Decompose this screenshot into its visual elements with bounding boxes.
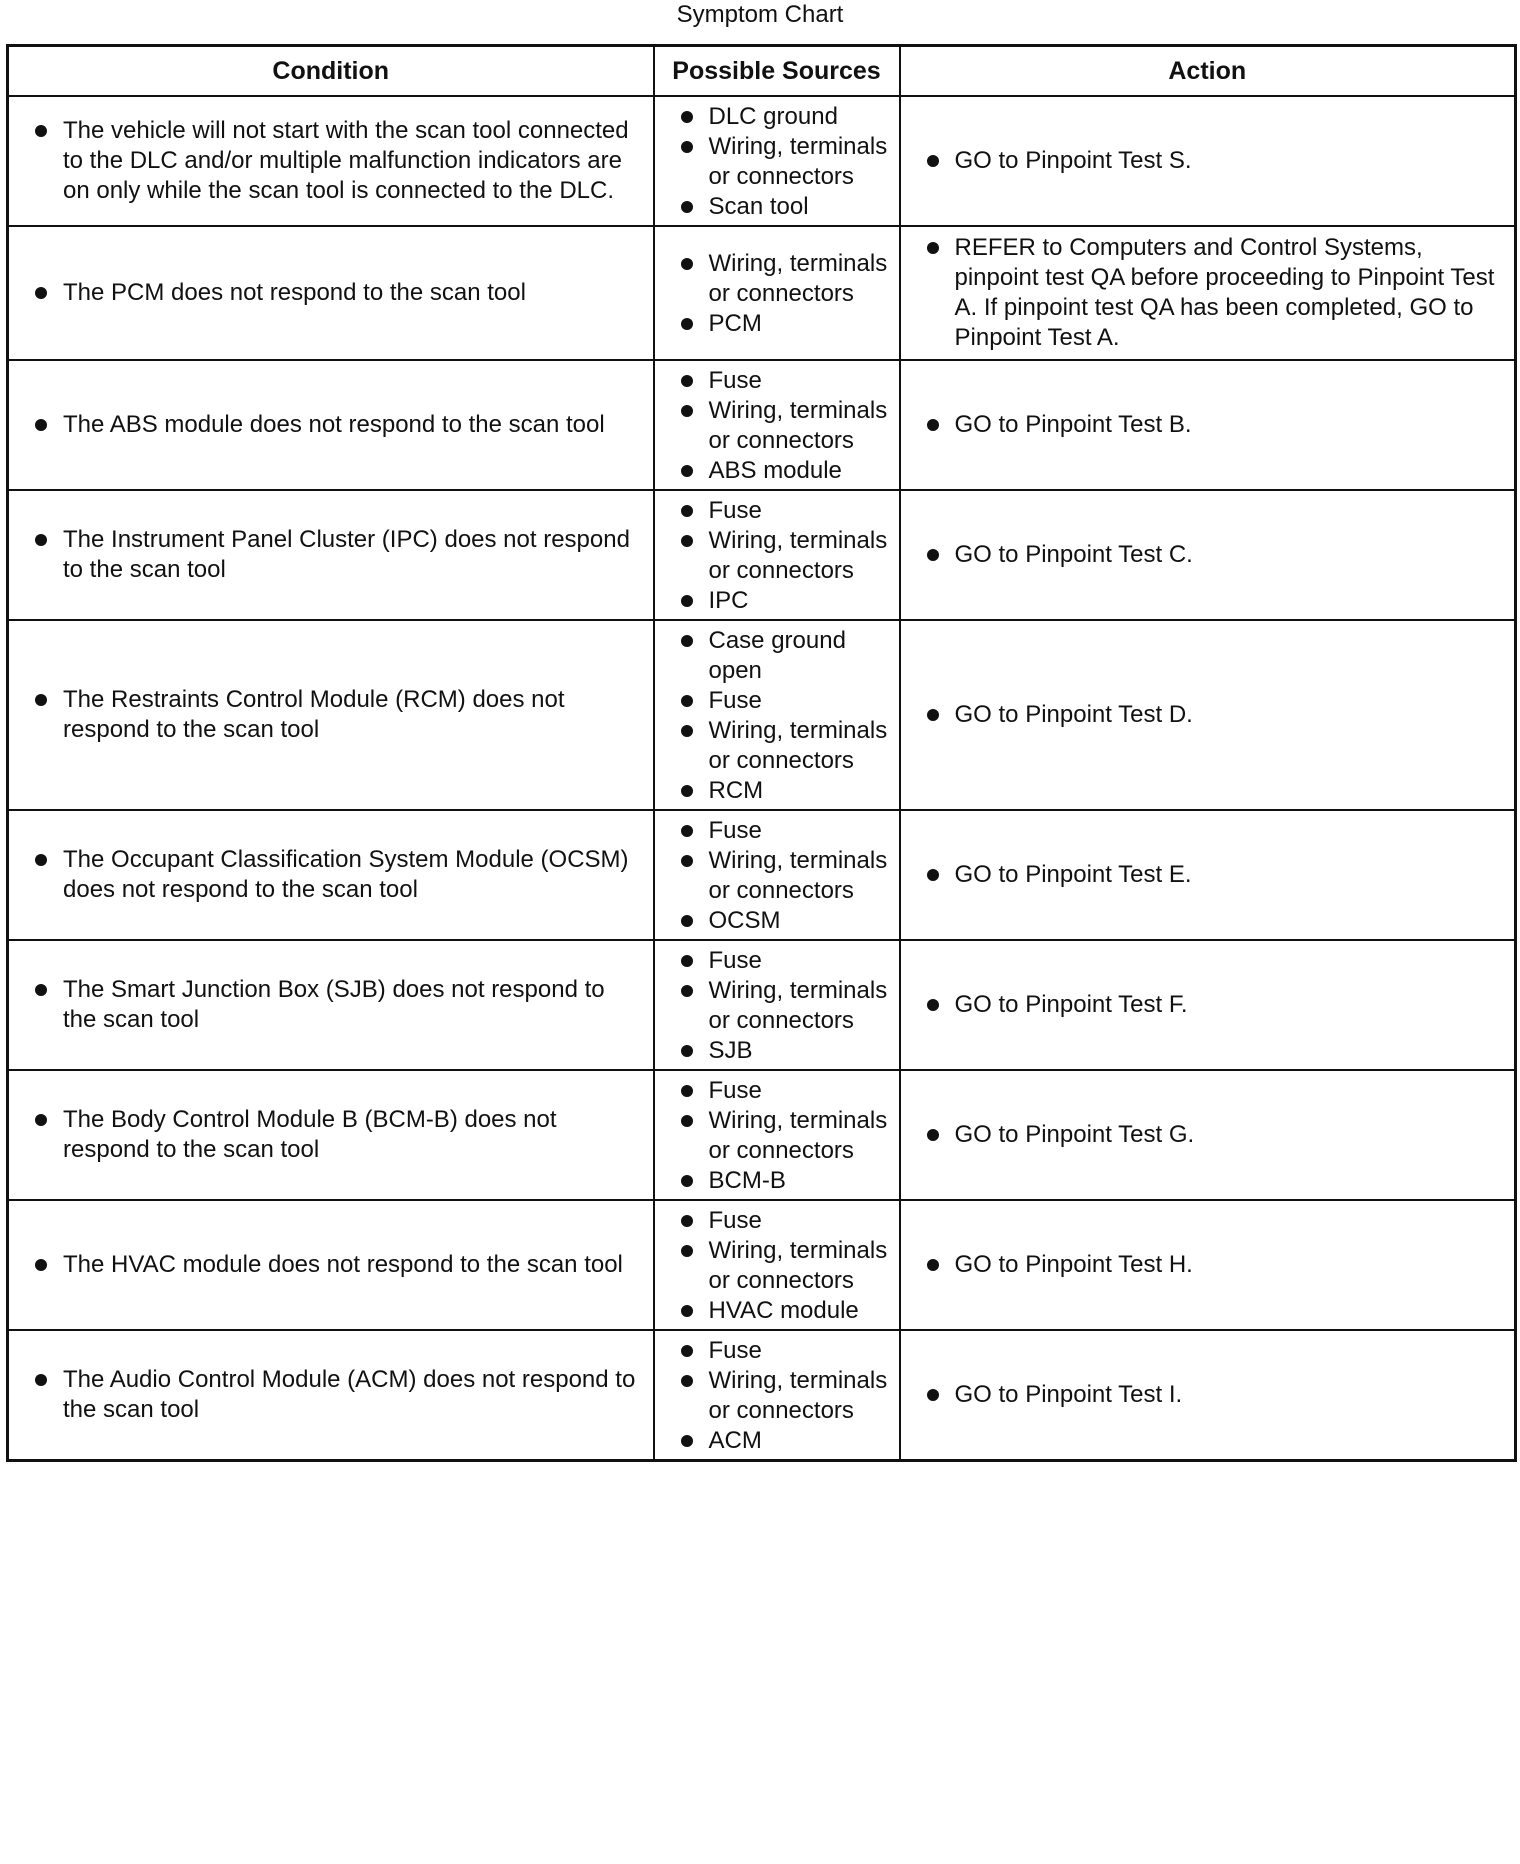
action-cell (900, 1330, 1516, 1461)
condition-cell (8, 1330, 654, 1461)
condition-text: The Instrument Panel Cluster (IPC) does not respond to the scan tool (27, 525, 643, 585)
action-cell (900, 1200, 1516, 1330)
action-text: GO to Pinpoint Test C. (919, 540, 1501, 570)
condition-cell (8, 360, 654, 490)
condition-text: The HVAC module does not respond to the scan tool (27, 1250, 643, 1280)
source-item: Wiring, terminals or connectors (673, 249, 893, 309)
condition-cell (8, 1070, 654, 1200)
symptom-chart-table (6, 44, 1517, 1462)
source-item: Wiring, terminals or connectors (673, 1366, 893, 1426)
table-row (8, 226, 1516, 360)
action-text: GO to Pinpoint Test S. (919, 146, 1501, 176)
action-cell (900, 810, 1516, 940)
possible-sources-cell (654, 490, 900, 620)
condition-text: The Restraints Control Module (RCM) does not respond to the scan tool (27, 685, 643, 745)
condition-cell (8, 96, 654, 226)
source-item: Wiring, terminals or connectors (673, 526, 893, 586)
table-row (8, 620, 1516, 810)
action-cell (900, 96, 1516, 226)
action-text: GO to Pinpoint Test H. (919, 1250, 1501, 1280)
possible-sources-cell (654, 1200, 900, 1330)
possible-sources-cell (654, 1330, 900, 1461)
condition-text: The Smart Junction Box (SJB) does not respond to the scan tool (27, 975, 643, 1035)
condition-text: The Body Control Module B (BCM-B) does not respond to the scan tool (27, 1105, 643, 1165)
source-item: Fuse (673, 366, 893, 396)
source-item: Fuse (673, 1076, 893, 1106)
action-text: GO to Pinpoint Test D. (919, 700, 1501, 730)
action-text: GO to Pinpoint Test B. (919, 410, 1501, 440)
possible-sources-cell (654, 940, 900, 1070)
source-item: Wiring, terminals or connectors (673, 1236, 893, 1296)
table-row (8, 940, 1516, 1070)
action-cell (900, 1070, 1516, 1200)
table-row (8, 96, 1516, 226)
possible-sources-cell (654, 226, 900, 360)
possible-sources-cell (654, 810, 900, 940)
action-cell (900, 940, 1516, 1070)
source-item: Wiring, terminals or connectors (673, 1106, 893, 1166)
action-cell (900, 360, 1516, 490)
source-item: Wiring, terminals or connectors (673, 716, 893, 776)
table-row (8, 1070, 1516, 1200)
table-header-row (8, 46, 1516, 97)
source-item: ABS module (673, 456, 893, 486)
condition-cell (8, 940, 654, 1070)
possible-sources-cell (654, 620, 900, 810)
condition-text: The PCM does not respond to the scan tool (27, 278, 643, 308)
source-item: Case ground open (673, 626, 893, 686)
possible-sources-column-header: Possible Sources (654, 46, 900, 97)
action-cell (900, 620, 1516, 810)
condition-cell (8, 810, 654, 940)
action-text: GO to Pinpoint Test E. (919, 860, 1501, 890)
source-item: HVAC module (673, 1296, 893, 1326)
source-item: Fuse (673, 816, 893, 846)
possible-sources-cell (654, 1070, 900, 1200)
table-row (8, 490, 1516, 620)
condition-cell (8, 490, 654, 620)
source-item: Scan tool (673, 192, 893, 222)
condition-column-header: Condition (8, 46, 654, 97)
source-item: PCM (673, 309, 893, 339)
condition-text: The Occupant Classification System Module (OCSM) does not respond to the scan tool (27, 845, 643, 905)
condition-text: The ABS module does not respond to the scan tool (27, 410, 643, 440)
table-row (8, 1200, 1516, 1330)
action-text: GO to Pinpoint Test F. (919, 990, 1501, 1020)
source-item: Wiring, terminals or connectors (673, 132, 893, 192)
action-text: GO to Pinpoint Test I. (919, 1380, 1501, 1410)
source-item: Wiring, terminals or connectors (673, 396, 893, 456)
condition-cell (8, 226, 654, 360)
table-row (8, 360, 1516, 490)
source-item: OCSM (673, 906, 893, 936)
source-item: BCM-B (673, 1166, 893, 1196)
action-cell (900, 490, 1516, 620)
source-item: Fuse (673, 686, 893, 716)
source-item: DLC ground (673, 102, 893, 132)
source-item: SJB (673, 1036, 893, 1066)
possible-sources-cell (654, 360, 900, 490)
source-item: RCM (673, 776, 893, 806)
source-item: Fuse (673, 1206, 893, 1236)
action-text: GO to Pinpoint Test G. (919, 1120, 1501, 1150)
condition-text: The Audio Control Module (ACM) does not respond to the scan tool (27, 1365, 643, 1425)
source-item: ACM (673, 1426, 893, 1456)
possible-sources-cell (654, 96, 900, 226)
action-column-header: Action (900, 46, 1516, 97)
condition-cell (8, 1200, 654, 1330)
source-item: Fuse (673, 946, 893, 976)
source-item: Fuse (673, 496, 893, 526)
chart-title: Symptom Chart (676, 1, 844, 28)
action-cell (900, 226, 1516, 360)
condition-cell (8, 620, 654, 810)
condition-text: The vehicle will not start with the scan tool connected to the DLC and/or multiple malfunction indicators are on only while the scan tool is connected to the DLC. (27, 116, 643, 206)
source-item: Wiring, terminals or connectors (673, 976, 893, 1036)
source-item: Fuse (673, 1336, 893, 1366)
table-row (8, 1330, 1516, 1461)
source-item: IPC (673, 586, 893, 616)
table-row (8, 810, 1516, 940)
source-item: Wiring, terminals or connectors (673, 846, 893, 906)
action-text: REFER to Computers and Control Systems, pinpoint test QA before proceeding to Pinpoint Test A. If pinpoint test QA has been completed, GO to Pinpoint Test A. (919, 233, 1501, 353)
